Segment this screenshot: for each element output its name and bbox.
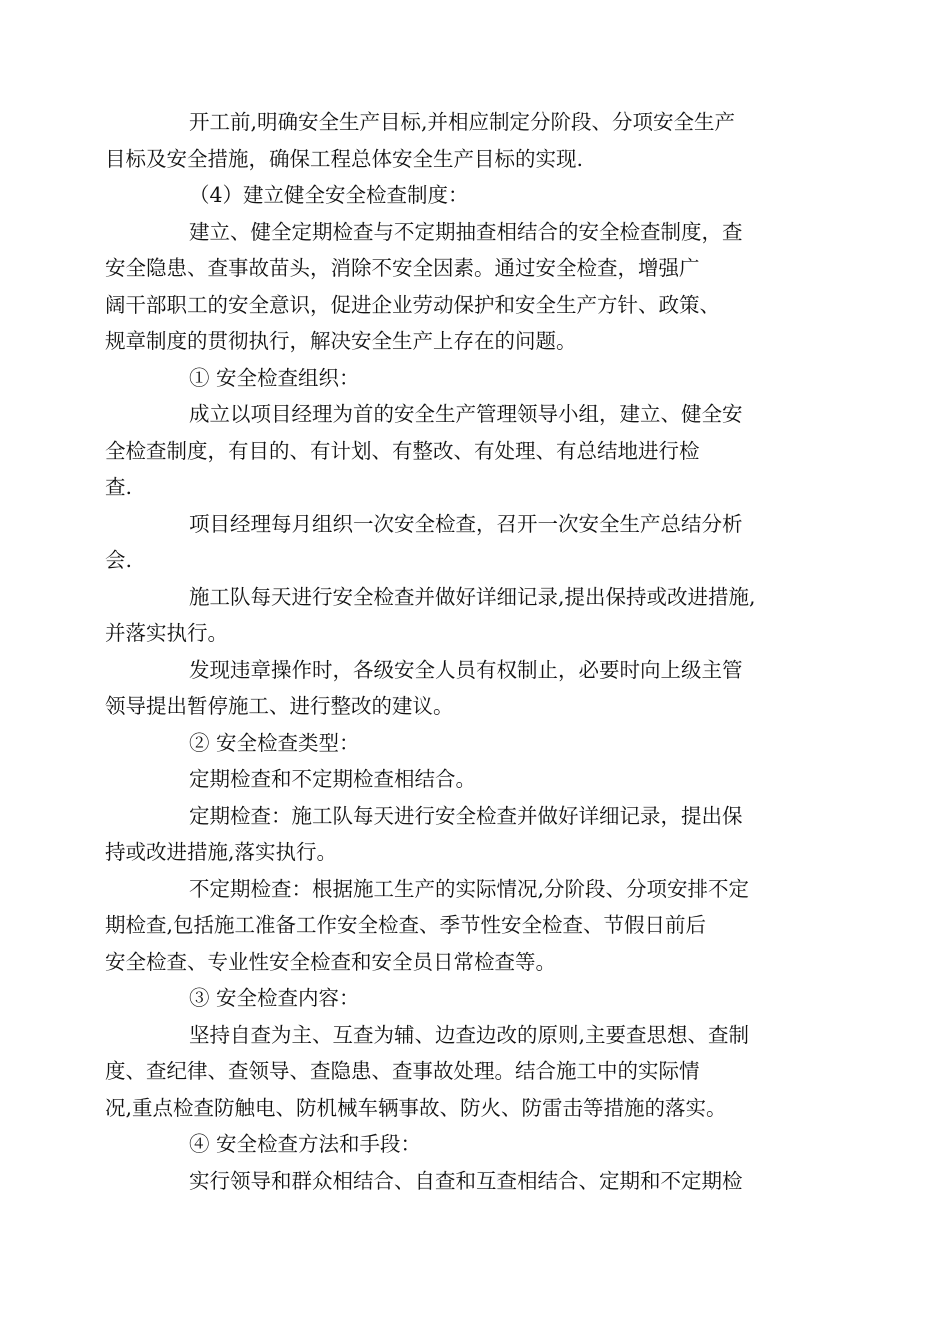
- paragraph-line: 项目经理每月组织一次安全检查，召开一次安全生产总结分析: [189, 511, 743, 536]
- paragraph-line: 况,重点检查防触电、防机械车辆事故、防火、防雷击等措施的落实。: [105, 1095, 727, 1120]
- paragraph-line: 规章制度的贯彻执行，解决安全生产上存在的问题。: [105, 329, 577, 353]
- paragraph-line: 实行领导和群众相结合、自查和互查相结合、定期和不定期检: [189, 1168, 743, 1193]
- paragraph-line: 安全检查、专业性安全检查和安全员日常检查等。: [105, 949, 556, 974]
- paragraph-line: 目标及安全措施，确保工程总体安全生产目标的实现.: [105, 146, 584, 171]
- paragraph-line: ① 安全检查组织：: [189, 365, 360, 390]
- paragraph-line: ② 安全检查类型：: [189, 730, 360, 755]
- paragraph: [147, 177, 827, 214]
- paragraph-line: 会.: [105, 548, 133, 572]
- paragraph-line: 度、查纪律、查领导、查隐患、查事故处理。结合施工中的实际情: [105, 1059, 700, 1083]
- paragraph-line: 不定期检查：根据施工生产的实际情况,分阶段、分项安排不定: [189, 876, 750, 901]
- paragraph: [105, 871, 827, 981]
- paragraph: [147, 980, 827, 1017]
- paragraph-line: ④ 安全检查方法和手段：: [189, 1132, 422, 1156]
- paragraph-line: 开工前,明确安全生产目标,并相应制定分阶段、分项安全生产: [189, 110, 736, 134]
- paragraph: [147, 725, 827, 762]
- paragraph-line: 查.: [105, 475, 133, 499]
- paragraph-line: 坚持自查为主、互查为辅、边查边改的原则,主要查思想、查制: [189, 1022, 750, 1047]
- paragraph-line: 定期检查：施工队每天进行安全检查并做好详细记录，提出保: [189, 803, 743, 828]
- paragraph-line: 成立以项目经理为首的安全生产管理领导小组，建立、健全安: [189, 402, 743, 426]
- paragraph-line: 并落实执行。: [105, 621, 228, 645]
- paragraph-line: 持或改进措施,落实执行。: [105, 840, 338, 864]
- paragraph-line: （4）建立健全安全检查制度：: [189, 183, 469, 207]
- paragraph-line: 阔干部职工的安全意识，促进企业劳动保护和安全生产方针、政策、: [105, 292, 720, 317]
- paragraph-line: ③ 安全检查内容：: [189, 986, 360, 1010]
- paragraph: [105, 104, 827, 177]
- paragraph: [105, 579, 827, 652]
- paragraph: [105, 652, 827, 725]
- paragraph: [147, 1163, 827, 1200]
- paragraph: [105, 506, 827, 579]
- paragraph-line: 领导提出暂停施工、进行整改的建议。: [105, 694, 454, 718]
- paragraph-line: 施工队每天进行安全检查并做好详细记录,提出保持或改进措施,: [189, 584, 756, 609]
- document-body: [105, 104, 827, 1199]
- paragraph-line: 定期检查和不定期检查相结合。: [189, 767, 476, 791]
- paragraph-line: 全检查制度，有目的、有计划、有整改、有处理、有总结地进行检: [105, 438, 700, 463]
- paragraph: [147, 360, 827, 397]
- paragraph: [147, 1126, 827, 1163]
- paragraph-line: 发现违章操作时，各级安全人员有权制止，必要时向上级主管: [189, 657, 743, 682]
- paragraph-line: 建立、健全定期检查与不定期抽查相结合的安全检查制度，查: [189, 219, 743, 244]
- paragraph: [105, 396, 827, 506]
- paragraph: [105, 798, 827, 871]
- paragraph: [105, 1017, 827, 1127]
- paragraph-line: 安全隐患、查事故苗头，消除不安全因素。通过安全检查，增强广: [105, 256, 700, 280]
- paragraph: [105, 214, 827, 360]
- paragraph: [147, 761, 827, 798]
- paragraph-line: 期检查,包括施工准备工作安全检查、季节性安全检查、节假日前后: [105, 913, 707, 937]
